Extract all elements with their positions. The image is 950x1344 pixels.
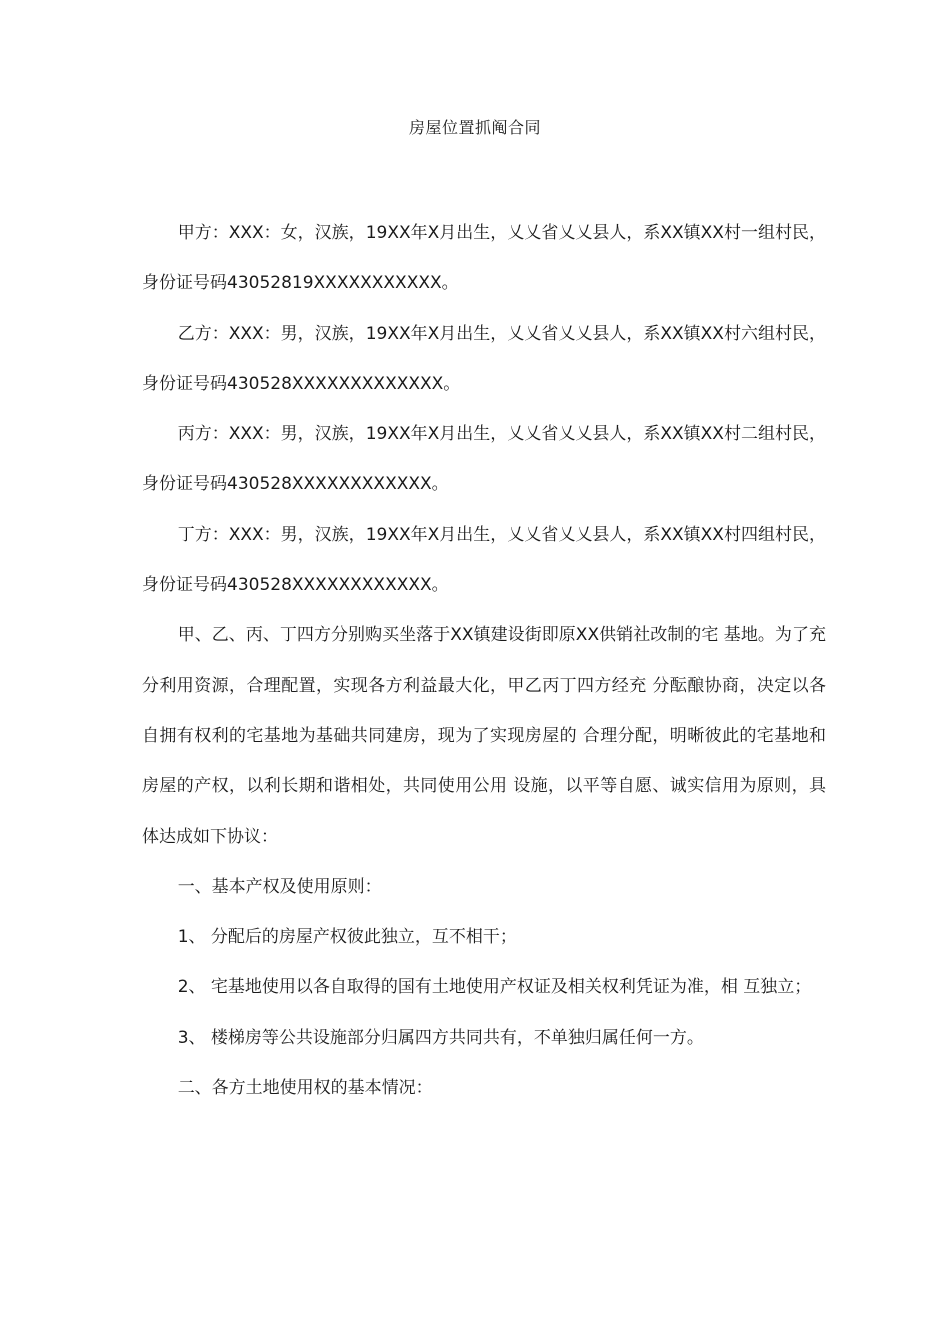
party-b-paragraph: 乙方：XXX：男，汉族，19XX年X月出生，乂乂省乂乂县人，系XX镇XX村六组村民，身份证号码430528XXXXXXXXXXXXX。 [142,323,826,394]
preamble-paragraph: 甲、乙、丙、丁四方分别购买坐落于XX镇建设街即原XX供销社改制的宅 基地。为了充分利用资源，合理配置，实现各方利益最大化，甲乙丙丁四方经充 分酝酿协商，决定以各自拥有权利的宅基地为基础共同建房，现为了实现房屋的 合理分配，明晰彼此的宅基地和房屋的产权，以利长期和谐相处，共同使用公用 设施，以平等自愿、诚实信用为原则，具体达成如下协议： [142,625,826,847]
clause-1-1: 1、 分配后的房屋产权彼此独立，互不相干； [177,927,517,948]
party-d-paragraph: 丁方：XXX：男，汉族，19XX年X月出生，乂乂省乂乂县人，系XX镇XX村四组村民，身份证号码430528XXXXXXXXXXXX。 [142,524,826,596]
section-1-heading: 一、基本产权及使用原则： [177,876,382,897]
clause-1-2: 2、 宅基地使用以各自取得的国有土地使用产权证及相关权利凭证为准，相 互独立； [177,977,812,998]
party-a-paragraph: 甲方：XXX：女，汉族，19XX年X月出生，乂乂省乂乂县人，系XX镇XX村一组村民，身份证号码43052819XXXXXXXXXXX。 [142,223,826,294]
section-2-heading: 二、各方土地使用权的基本情况： [177,1078,433,1099]
document-body [142,208,826,1113]
clause-1-3: 3、 楼梯房等公共设施部分归属四方共同共有，不单独归属任何一方。 [177,1027,704,1048]
party-c-paragraph: 丙方：XXX：男，汉族，19XX年X月出生，乂乂省乂乂县人，系XX镇XX村二组村民，身份证号码430528XXXXXXXXXXXX。 [142,424,826,495]
document-title: 房屋位置抓阄合同 [408,118,541,137]
